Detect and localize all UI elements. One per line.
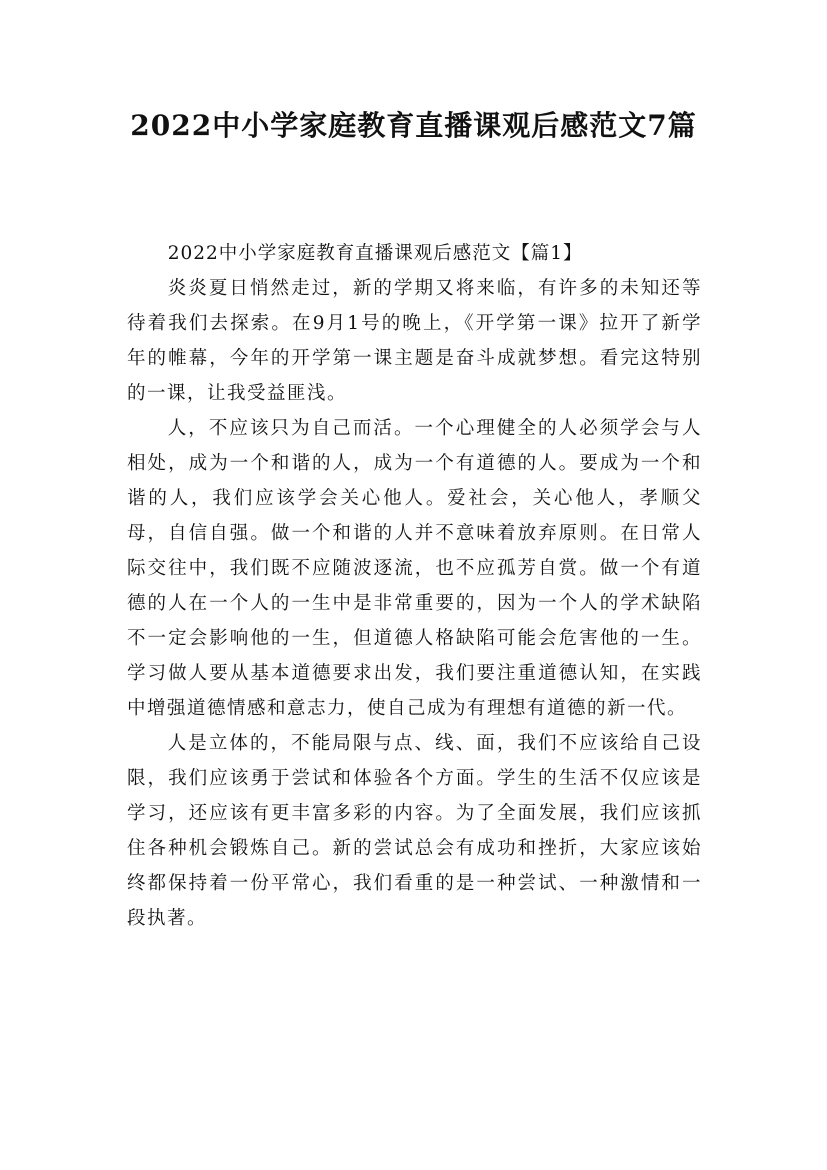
- section-heading: 2022中小学家庭教育直播课观后感范文【篇1】: [167, 243, 583, 264]
- paragraph: 人，不应该只为自己而活。一个心理健全的人必须学会与人相处，成为一个和谐的人，成为一个有道德的人。要成为一个和谐的人，我们应该学会关心他人。爱社会，关心他人，孝顺父母，自信自强。做一个和谐的人并不意味着放弃原则。在日常人际交往中，我们既不应随波逐流，也不应孤芳自赏。做一个有道德的人在一个人的一生中是非常重要的，因为一个人的学术缺陷不一定会影响他的一生，但道德人格缺陷可能会危害他的一生。学习做人要从基本道德要求出发，我们要注重道德认知，在实践中增强道德情感和意志力，使自己成为有理想有道德的新一代。: [127, 418, 702, 719]
- document-body: [127, 236, 702, 936]
- paragraph: 人是立体的，不能局限与点、线、面，我们不应该给自己设限，我们应该勇于尝试和体验各个方面。学生的生活不仅应该是学习，还应该有更丰富多彩的内容。为了全面发展，我们应该抓住各种机会锻炼自己。新的尝试总会有成功和挫折，大家应该始终都保持着一份平常心，我们看重的是一种尝试、一种激情和一段执著。: [127, 733, 702, 929]
- document-title: 2022中小学家庭教育直播课观后感范文7篇: [130, 109, 697, 142]
- paragraph: 炎炎夏日悄然走过，新的学期又将来临，有许多的未知还等待着我们去探索。在9月1号的晚上，《开学第一课》拉开了新学年的帷幕，今年的开学第一课主题是奋斗成就梦想。看完这特别的一课，让我受益匪浅。: [127, 278, 702, 404]
